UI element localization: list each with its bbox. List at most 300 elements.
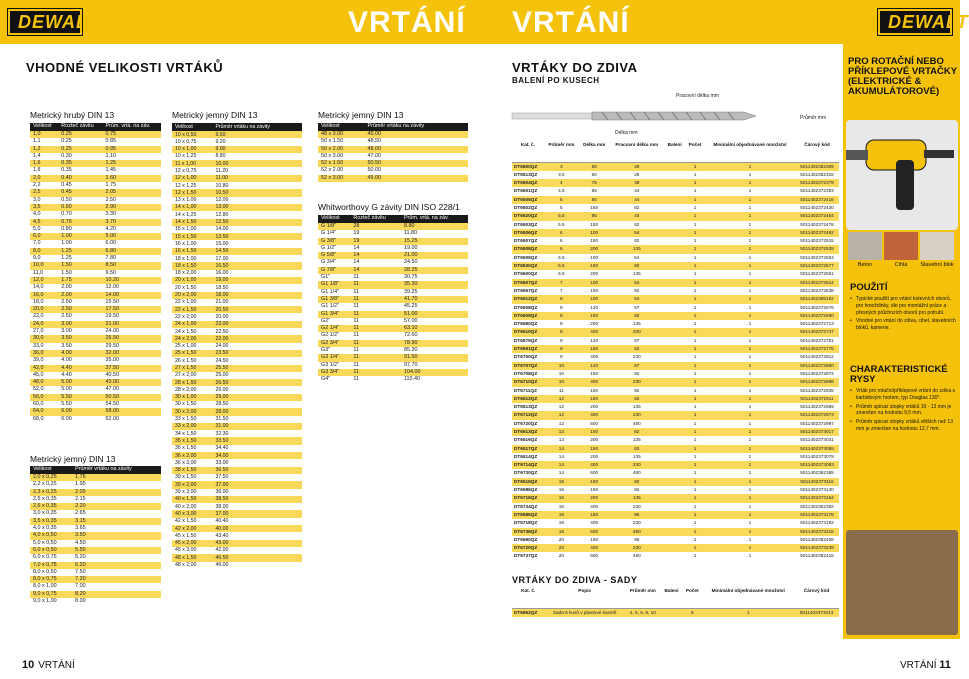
table-cell: 19.50 [102, 313, 161, 320]
table-cell [664, 221, 685, 229]
table-row [512, 469, 839, 477]
table-cell: 82 [609, 204, 664, 212]
table-cell: 0.95 [102, 146, 161, 153]
table-cell: 0.50 [58, 197, 102, 204]
table-cell: G4" [318, 376, 350, 383]
table-cell: 10 [544, 370, 579, 378]
table-row [318, 245, 468, 252]
table-cell [664, 552, 685, 560]
table-cell: 25 x 1,00 [172, 343, 212, 350]
table-cell: 48.00 [365, 146, 468, 153]
table-cell: 1 [705, 445, 795, 453]
table-cell: 31.50 [212, 416, 302, 423]
table-cell: 1 [685, 403, 705, 411]
table-cell: 42 x 2,00 [172, 525, 212, 532]
table-cell: 5011402372416 [795, 196, 839, 204]
table-cell: DT6586QZ [512, 511, 544, 519]
table-cell: 22 x 1,50 [172, 306, 212, 313]
table-row [512, 204, 839, 212]
table-cell: 5011402372911 [795, 395, 839, 403]
table-cell [664, 528, 685, 536]
table-cell: 5 [682, 608, 702, 617]
table-cell: 5011402372577 [795, 262, 839, 270]
table-row [172, 175, 302, 182]
table-cell: 1 [705, 387, 795, 395]
table-cell: 2,5 x 0,35 [30, 496, 72, 503]
table-cell: 5011402372492 [795, 229, 839, 237]
table-cell [664, 395, 685, 403]
table-cell: 38 x 1,50 [172, 467, 212, 474]
table-row [512, 403, 839, 411]
table-cell: 2.05 [72, 489, 161, 496]
table-row [30, 153, 161, 160]
table-cell: 150 [579, 445, 610, 453]
table-row [172, 255, 302, 262]
table-cell: 1 [685, 337, 705, 345]
table-cell: 14 [350, 267, 401, 274]
table-cell: 400 [579, 353, 610, 361]
table-cell: 1 [705, 478, 795, 486]
table-cell: 5011402372393 [795, 187, 839, 195]
table-cell: 12 [544, 395, 579, 403]
table-cell: 2.15 [72, 496, 161, 503]
table-cell: 38 [609, 179, 664, 187]
table-row [172, 489, 302, 496]
table-cell: 11 [350, 369, 401, 376]
table-row [30, 562, 161, 569]
table-cell: 1 [685, 370, 705, 378]
table-cell: DT6530QZ [512, 262, 544, 270]
table-cell [664, 370, 685, 378]
table-row [318, 281, 468, 288]
table-row [512, 395, 839, 403]
table-row [512, 378, 839, 386]
table-cell: 2,6 x 0,35 [30, 503, 72, 510]
table-cell: G1 3/4" [318, 311, 350, 318]
table-cell: DT6716QZ [512, 494, 544, 502]
table-cell: 1 [705, 469, 795, 477]
table-cell: 5011402372812 [795, 353, 839, 361]
table-row [318, 223, 468, 230]
table-row [30, 503, 161, 510]
table-cell: 33 x 1,50 [172, 416, 212, 423]
table-cell: 35.30 [401, 281, 468, 288]
table-cell: 0.30 [58, 153, 102, 160]
table-cell: 5011402373079 [795, 453, 839, 461]
table-cell: 33 x 2,00 [172, 423, 212, 430]
usage-photo [846, 530, 958, 635]
table-cell: 30 x 1,00 [172, 394, 212, 401]
table-cell: G 1/8" [318, 223, 350, 230]
table-row [512, 229, 839, 237]
set-title: VRTÁKY DO ZDIVA - SADY [512, 575, 638, 585]
table-cell: 135 [609, 270, 664, 278]
table3-caption: Metrický jemný DIN 13 [172, 110, 258, 120]
table-cell: 8.20 [72, 591, 161, 598]
table-cell: 2.00 [58, 284, 102, 291]
table-cell: 39 x 1,50 [172, 474, 212, 481]
column-header: Velikost [172, 123, 212, 131]
table-cell: 16,0 [30, 292, 58, 299]
column-header: Čárový kód [795, 142, 839, 162]
table-row [172, 343, 302, 350]
table-cell [664, 295, 685, 303]
table-cell: G1 1/4" [318, 289, 350, 296]
table-cell: G 7/8" [318, 267, 350, 274]
metric-fine-table-b [172, 123, 302, 569]
table-cell: 1 [685, 353, 705, 361]
table-cell: 16 [544, 503, 579, 511]
table-row [318, 369, 468, 376]
table-cell: G3 3/4" [318, 369, 350, 376]
table-row [172, 292, 302, 299]
table-cell: 1 [685, 461, 705, 469]
right-section-title: VRTÁKY DO ZDIVA [512, 60, 638, 75]
table-row [512, 328, 839, 336]
table-cell: 330 [609, 328, 664, 336]
table-cell: 12 x 1,00 [172, 175, 212, 182]
table-cell: 150 [579, 395, 610, 403]
table-cell: 68,0 [30, 416, 58, 423]
table-cell: 9.50 [212, 131, 302, 138]
table-cell [664, 503, 685, 511]
table-cell: 6.00 [58, 416, 102, 423]
table-cell: 8 [544, 312, 579, 320]
table-cell: 50 x 3.00 [318, 153, 365, 160]
table-row [172, 467, 302, 474]
table-cell: DT6507QZ [512, 279, 544, 287]
table-cell: 1 [705, 353, 795, 361]
table-cell: DT6736QZ [512, 528, 544, 536]
table-cell: DT6714QZ [512, 461, 544, 469]
table-cell: 12.00 [212, 197, 302, 204]
table-cell: G1" [318, 274, 350, 281]
diameter-label: Průměr mm [800, 115, 827, 121]
column-header: Kat. č. [512, 142, 544, 162]
table-cell: 11 [350, 274, 401, 281]
table-cell: 14 [544, 453, 579, 461]
table-cell: 15.25 [401, 238, 468, 245]
table-cell: 28 [609, 171, 664, 179]
table-cell: 1.50 [58, 270, 102, 277]
table-row [512, 295, 839, 303]
table-cell: 4.00 [58, 357, 102, 364]
table-cell: 2,0 [30, 175, 58, 182]
table-cell: 5.50 [72, 547, 161, 554]
table-cell: 1 [705, 229, 795, 237]
table-cell: 10 x 0,50 [172, 131, 212, 138]
table-cell: 150 [579, 262, 610, 270]
table-cell: 85 [579, 196, 610, 204]
table-row [318, 347, 468, 354]
table-cell: 45.25 [401, 303, 468, 310]
table-cell: DT6720QZ [512, 420, 544, 428]
table-cell: 12 x 0,75 [172, 167, 212, 174]
table-cell: 1 [685, 237, 705, 245]
table-cell: 23.50 [212, 350, 302, 357]
footer-left: 10 VRTÁNÍ [22, 659, 75, 671]
table-cell [664, 337, 685, 345]
table-cell: DT6513QZ [512, 171, 544, 179]
column-header: Rozteč závitu [350, 215, 401, 223]
table-cell: 20 [544, 544, 579, 552]
table-cell [664, 353, 685, 361]
table-cell: 5011402372997 [795, 420, 839, 428]
table-cell: 1 [685, 420, 705, 428]
table-cell: 120 [579, 362, 610, 370]
table-cell: 0.35 [58, 160, 102, 167]
table-row [318, 230, 468, 237]
table-cell: 200 [579, 453, 610, 461]
table-cell: 1 [685, 229, 705, 237]
table-cell: 18,0 [30, 299, 58, 306]
table-cell [664, 519, 685, 527]
table-cell: 8.00 [72, 598, 161, 605]
table-row [172, 423, 302, 430]
table-row [512, 519, 839, 527]
table-row [30, 197, 161, 204]
table-cell: 38.00 [212, 503, 302, 510]
table-cell: 1,4 [30, 153, 58, 160]
table-row [30, 496, 161, 503]
table-cell [664, 428, 685, 436]
table-row [512, 353, 839, 361]
table-cell: 63.10 [401, 325, 468, 332]
table-row [512, 320, 839, 328]
table-cell: 48 x 3.00 [318, 131, 365, 138]
table-cell: 1 [705, 304, 795, 312]
table-row [512, 370, 839, 378]
table-cell: 5.50 [58, 401, 102, 408]
column-header: Čárový kód [794, 588, 839, 608]
table-cell: 30.75 [401, 274, 468, 281]
table-cell: 100 [579, 254, 610, 262]
table-row [30, 189, 161, 196]
table-cell: 2,2 [30, 182, 58, 189]
table-cell: 10 x 0,75 [172, 138, 212, 145]
use-title: POUŽITÍ [850, 282, 888, 293]
table-cell: 1 [705, 179, 795, 187]
table-row [172, 408, 302, 415]
use-item: • Vhodné pro vrtání do zdiva, cihel, stavebních bloků, kamene. [850, 318, 958, 332]
table-cell: DT6520QZ [512, 212, 544, 220]
table-cell: 5011402373031 [795, 436, 839, 444]
table-cell: 400 [579, 461, 610, 469]
table-cell: 400 [579, 378, 610, 386]
table-cell: DT6509QZ [512, 312, 544, 320]
table-row [30, 365, 161, 372]
table-cell [664, 461, 685, 469]
table-cell: 6 [544, 237, 579, 245]
table-cell: 4.40 [58, 365, 102, 372]
table-cell: 36.00 [212, 489, 302, 496]
table-cell: DT6586QZ [512, 486, 544, 494]
table-cell: 20 [544, 552, 579, 560]
table-cell: 15 [544, 478, 579, 486]
table-cell: 2.50 [58, 299, 102, 306]
table-cell: 1 [685, 345, 705, 353]
table-row [512, 461, 839, 469]
table-row [318, 138, 468, 145]
table-row [30, 262, 161, 269]
metric-coarse-table [30, 123, 161, 423]
table-row [30, 379, 161, 386]
table-row [30, 532, 161, 539]
table-cell: 7.80 [102, 255, 161, 262]
table-cell [664, 245, 685, 253]
table-cell: 5,0 x 0,50 [30, 540, 72, 547]
table-cell: 31.00 [212, 423, 302, 430]
table-cell: 150 [579, 345, 610, 353]
table-cell: 150 [579, 478, 610, 486]
table-cell: 15 x 1,50 [172, 233, 212, 240]
table-row [318, 303, 468, 310]
table-cell: 5.5 [544, 221, 579, 229]
table-cell: 200 [579, 494, 610, 502]
table-cell: G 3/4" [318, 259, 350, 266]
table-row [30, 131, 161, 138]
column-header: Minimální objednávané množství [702, 588, 794, 608]
table-row [30, 401, 161, 408]
table-cell: 1 [705, 453, 795, 461]
table-cell: DT6512QZ [512, 395, 544, 403]
table-cell: 0.45 [58, 182, 102, 189]
table-row [172, 394, 302, 401]
table-cell: 11 [350, 362, 401, 369]
column-header: Velikost [318, 215, 350, 223]
table-cell: 1.75 [58, 277, 102, 284]
table-row [30, 255, 161, 262]
table-cell [664, 536, 685, 544]
table-cell: 11 [350, 318, 401, 325]
table-cell: 6.5 [544, 262, 579, 270]
table-cell: 0.25 [58, 146, 102, 153]
table-cell: 75 [579, 179, 610, 187]
column-header: Velikost [30, 466, 72, 474]
table-row [512, 420, 839, 428]
table-row [172, 197, 302, 204]
table-cell: 54 [609, 279, 664, 287]
table-cell: 56,0 [30, 394, 58, 401]
table-cell: 150 [579, 237, 610, 245]
table-row [172, 401, 302, 408]
table-cell: 43.00 [102, 379, 161, 386]
table-cell: 40 x 1,50 [172, 496, 212, 503]
table-cell: 3,0 x 0,35 [30, 510, 72, 517]
table-cell: 11 [350, 303, 401, 310]
table-cell: 1.50 [58, 262, 102, 269]
table-cell: 5011402372713 [795, 320, 839, 328]
table-cell: 30,0 [30, 335, 58, 342]
table-cell: 2.50 [58, 306, 102, 313]
table-cell: G1 1/8" [318, 281, 350, 288]
table-cell: 67 [609, 362, 664, 370]
table-cell: 82 [609, 221, 664, 229]
table-cell [664, 270, 685, 278]
table-cell: 16.00 [212, 270, 302, 277]
table-cell: 72.60 [401, 332, 468, 339]
table-row [172, 357, 302, 364]
table-cell: 48 x 2,00 [172, 562, 212, 569]
table-cell: 20 x 1,00 [172, 277, 212, 284]
table-cell: DT6720QZ [512, 544, 544, 552]
table-row [172, 481, 302, 488]
table-cell: G3 1/2" [318, 362, 350, 369]
table-cell: 1 [705, 378, 795, 386]
table-cell: 5011402372676 [795, 304, 839, 312]
table-row [172, 547, 302, 554]
table-cell: DT6504QZ [512, 179, 544, 187]
table-cell: 1 [685, 179, 705, 187]
table-cell: 9.00 [212, 146, 302, 153]
table-cell: 1 [685, 544, 705, 552]
table-cell: 5.20 [72, 554, 161, 561]
table-cell: 6 [544, 229, 579, 237]
table-row [30, 386, 161, 393]
table-row [30, 313, 161, 320]
column-header: Popis [544, 588, 625, 608]
table-row [512, 312, 839, 320]
table-cell: 52 x 3.00 [318, 175, 365, 182]
table-cell [664, 204, 685, 212]
table-cell [664, 469, 685, 477]
table-cell: 91.50 [401, 354, 468, 361]
table-cell: 27,0 [30, 328, 58, 335]
table-cell: 1 [705, 370, 795, 378]
table-cell: 1 [705, 287, 795, 295]
table-row [30, 321, 161, 328]
table-cell: 1 [685, 187, 705, 195]
table-row [172, 233, 302, 240]
table-row [318, 362, 468, 369]
table-cell: 600 [579, 528, 610, 536]
table-cell: 5011402372379 [795, 179, 839, 187]
table-cell: 1 [705, 362, 795, 370]
table-row [512, 503, 839, 511]
table-cell: DT6734QZ [512, 503, 544, 511]
features-title: CHARAKTERISTICKÉ RYSY [850, 364, 948, 385]
table-cell: 5011402386192 [795, 295, 839, 303]
table-cell: 6.80 [102, 248, 161, 255]
table-cell: 27 x 1,50 [172, 365, 212, 372]
table-cell: 54 [609, 254, 664, 262]
table-cell: 82 [609, 262, 664, 270]
table-cell: 11 [544, 387, 579, 395]
whitworth-table [318, 215, 468, 384]
table-row [172, 131, 302, 138]
table-cell: 28.25 [401, 267, 468, 274]
table-cell [664, 486, 685, 494]
table-cell: 4 [544, 179, 579, 187]
table-cell: 5.00 [58, 386, 102, 393]
table-cell: DT6513QZ [512, 403, 544, 411]
table-cell: 1 [705, 171, 795, 179]
table-cell: 37.00 [212, 510, 302, 517]
table-cell: 5011402372935 [795, 387, 839, 395]
table-cell: 5011402372751 [795, 337, 839, 345]
table-cell: 11,0 [30, 270, 58, 277]
table-cell: DT6590QZ [512, 536, 544, 544]
table-cell: 100 [579, 229, 610, 237]
table-cell: 9 [544, 345, 579, 353]
table-cell: DT6503QZ [512, 221, 544, 229]
table-row [172, 445, 302, 452]
table-cell: 5011402372898 [795, 378, 839, 386]
table-cell: 1 [705, 428, 795, 436]
table-cell: 13.00 [212, 204, 302, 211]
table-cell: 1 [685, 212, 705, 220]
table-cell: 47.00 [365, 153, 468, 160]
